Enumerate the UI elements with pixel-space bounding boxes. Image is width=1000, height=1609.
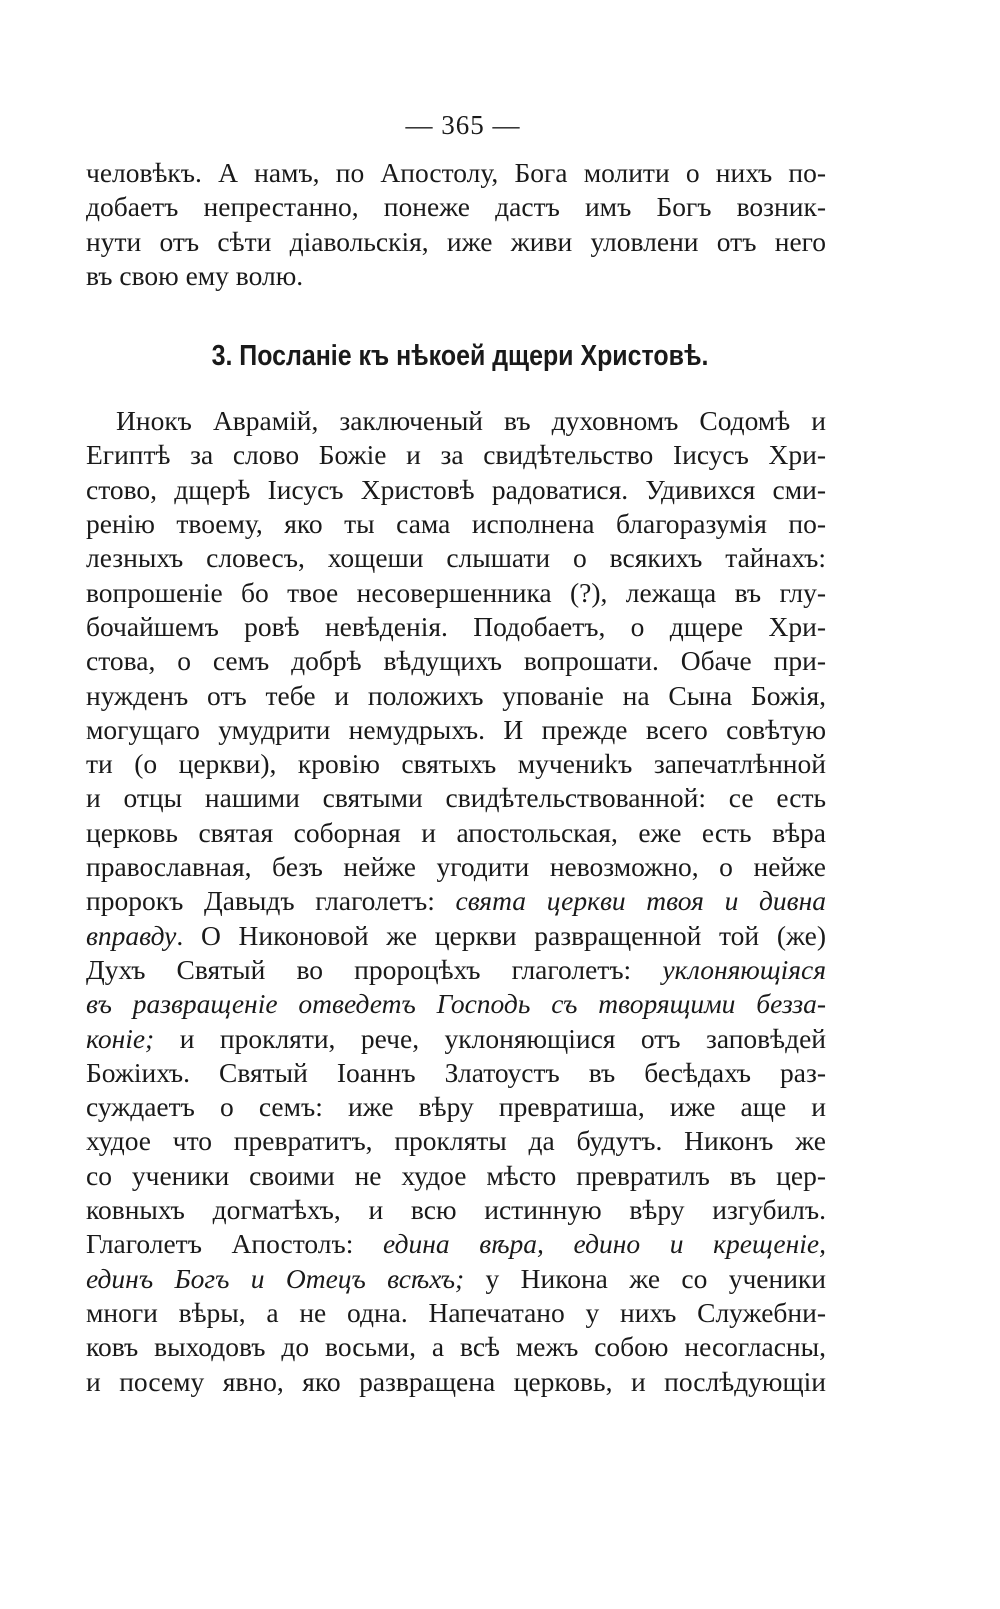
- text-run: церковь святая соборная и апостольская, еже есть вѣра: [86, 816, 826, 848]
- text-run: многи вѣры, а не одна. Напечатано у нихъ Служебни-: [86, 1296, 826, 1328]
- text-run: ти (о церкви), кровію святыхъ мучениkъ запечатлѣнной: [86, 748, 826, 780]
- text-run: Божіихъ. Святый Іоаннъ Златоустъ въ бесѣдахъ раз-: [86, 1056, 826, 1088]
- text-line: [86, 884, 826, 918]
- text-run: ковъ выходовъ до восьми, а всѣ межъ собою несогласны,: [86, 1331, 826, 1363]
- text-line: [86, 404, 826, 438]
- text-run: православная, безъ нейже угодити невозможно, о нейже: [86, 851, 826, 883]
- text-line: [86, 781, 826, 815]
- text-run: Инокъ Аврамій, заключеный въ духовномъ Содомѣ и: [116, 405, 826, 437]
- text-line: [86, 747, 826, 781]
- text-line: добаетъ непрестанно, понеже дастъ имъ Богъ возник-: [86, 191, 826, 223]
- text-run: могущаго умудрити немудрыхъ. И прежде всего совѣтую: [86, 713, 826, 745]
- text-run: Духъ Святый во пророцѣхъ глаголетъ:: [86, 953, 663, 985]
- text-line: [86, 679, 826, 713]
- text-line: [86, 987, 826, 1021]
- paragraph-epistle: [86, 404, 826, 1399]
- text-run: бочайшемъ ровѣ невѣденія. Подобаетъ, о дщере Хри-: [86, 610, 826, 642]
- text-line: [86, 438, 826, 472]
- text-line: въ свою ему волю.: [86, 259, 304, 291]
- text-line: [86, 1262, 826, 1296]
- text-line: [86, 610, 826, 644]
- italic-quote: едина вѣра, едино и крещеніе,: [383, 1228, 826, 1260]
- text-run: и прокляти, рече, уклоняющіися отъ заповѣдей: [154, 1022, 826, 1054]
- text-line: [86, 644, 826, 678]
- text-line: [86, 507, 826, 541]
- text-line: [86, 576, 826, 610]
- paragraph-continuation: [86, 156, 826, 293]
- text-run: худое что превратитъ, прокляты да будутъ. Никонъ же: [86, 1125, 826, 1157]
- italic-quote: уклоняющіяся: [662, 953, 826, 985]
- text-line: [86, 1193, 826, 1227]
- text-line: [86, 919, 826, 953]
- text-line: [86, 1296, 826, 1330]
- text-run: ковныхъ догматѣхъ, и всю истинную вѣру изгубилъ.: [86, 1194, 826, 1226]
- text-line: [86, 1159, 826, 1193]
- italic-quote: въ развращеніе отведетъ Господь съ творящими безза-: [86, 988, 826, 1020]
- text-line: [86, 1022, 826, 1056]
- text-line: [86, 473, 826, 507]
- text-run: стова, о семъ добрѣ вѣдущихъ вопрошати. Обаче при-: [86, 645, 826, 677]
- text-run: ренію твоему, яко ты сама исполнена благоразумія по-: [86, 508, 826, 540]
- text-line: [86, 816, 826, 850]
- italic-quote: свята церкви твоя и дивна: [455, 885, 826, 917]
- italic-quote: вправду: [86, 919, 177, 951]
- text-line: [86, 1090, 826, 1124]
- text-line: [86, 713, 826, 747]
- text-run: Глаголетъ Апостолъ:: [86, 1228, 384, 1260]
- text-line: [86, 1365, 826, 1399]
- text-run: пророкъ Давыдъ глаголетъ:: [86, 885, 456, 917]
- text-run: Египтѣ за слово Божіе и за свидѣтельство Іисусъ Хри-: [86, 439, 826, 471]
- text-line: [86, 1330, 826, 1364]
- text-line: [86, 541, 826, 575]
- text-line: [86, 1056, 826, 1090]
- text-line: [86, 1227, 826, 1261]
- page-number: — 365 —: [405, 110, 521, 140]
- text-line: [86, 1124, 826, 1158]
- text-run: вопрошеніе бо твое несовершенника (?), лежаща въ глу-: [86, 576, 826, 608]
- text-line: [86, 953, 826, 987]
- text-run: и посему явно, яко развращена церковь, и послѣдующіи: [86, 1365, 826, 1397]
- text-line: [86, 850, 826, 884]
- italic-quote: коніе;: [86, 1022, 155, 1054]
- text-run: лезныхъ словесъ, хощеши слышати о всякихъ тайнахъ:: [86, 542, 826, 574]
- text-run: нужденъ отъ тебе и положихъ упованіе на Сына Божія,: [86, 679, 826, 711]
- section-heading: 3. Посланіе къ нѣкоей дщери Христовѣ.: [211, 340, 709, 373]
- text-run: суждаетъ о семъ: иже вѣру превратиша, иже аще и: [86, 1091, 826, 1123]
- text-run: . О Никоновой же церкви развращенной той (же): [176, 919, 826, 951]
- text-line: человѣкъ. А намъ, по Апостолу, Бога молити о нихъ по-: [86, 157, 826, 188]
- italic-quote: единъ Богъ и Отецъ всѣхъ;: [86, 1262, 465, 1294]
- page-content: [86, 108, 826, 1399]
- text-run: у Никона же со ученики: [464, 1262, 826, 1294]
- text-run: стово, дщерѣ Іисусъ Христовѣ радоватися. Удивихся сми-: [86, 473, 826, 505]
- text-run: и отцы нашими святыми свидѣтельствованной: се есть: [86, 782, 826, 814]
- text-line: нути отъ сѣти діавольскія, иже живи уловлени отъ него: [86, 225, 826, 257]
- text-run: со ученики своими не худое мѣсто превратилъ въ цер-: [86, 1159, 826, 1191]
